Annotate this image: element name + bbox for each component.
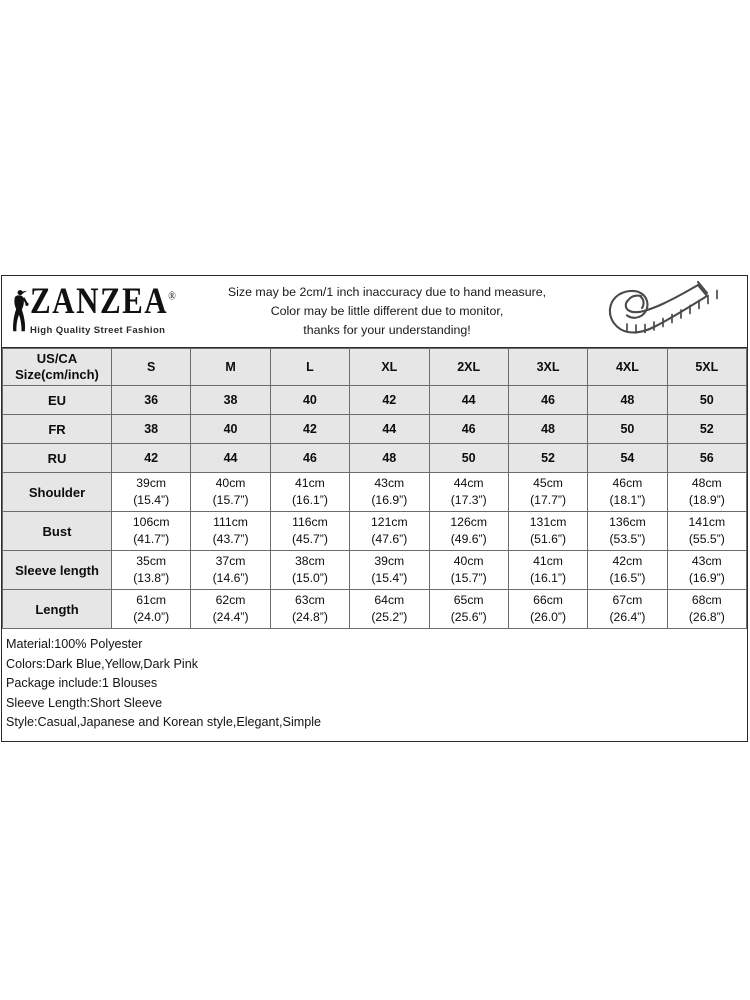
chart-header-banner	[2, 276, 747, 348]
brand-wordmark	[30, 279, 176, 336]
cell-bust-3xl	[508, 512, 587, 551]
value-cm: 41cm	[295, 476, 325, 491]
value-inch: (55.5”)	[688, 532, 725, 546]
value-inch: (17.7”)	[530, 493, 567, 507]
header-size-s: S	[112, 349, 191, 386]
cell-shoulder-xl	[350, 473, 429, 512]
header-size-4xl: 4XL	[588, 349, 667, 386]
cell-sleeve-xl	[350, 551, 429, 590]
value-inch: (24.0”)	[133, 610, 170, 624]
value-cm: 116cm	[292, 515, 328, 530]
cell-length-m	[191, 590, 270, 629]
value-cm: 35cm	[136, 554, 167, 569]
header-size-3xl: 3XL	[508, 349, 587, 386]
header-size-m: M	[191, 349, 270, 386]
brand-name-text: ZANZEA	[30, 279, 169, 321]
detail-colors: Colors:Dark Blue,Yellow,Dark Pink	[6, 656, 199, 671]
detail-sleeve-length: Sleeve Length:Short Sleeve	[6, 695, 163, 710]
value-cm: 126cm	[450, 515, 487, 530]
cell-bust-2xl	[429, 512, 508, 551]
cell-fr-s: 38	[112, 415, 191, 444]
size-chart-frame	[1, 275, 748, 742]
table-row	[3, 473, 747, 512]
cell-fr-2xl: 46	[429, 415, 508, 444]
value-inch: (24.8”)	[291, 610, 328, 624]
value-inch: (15.7”)	[212, 493, 249, 507]
cell-eu-3xl: 46	[508, 386, 587, 415]
cell-ru-5xl: 56	[667, 444, 746, 473]
cell-shoulder-3xl	[508, 473, 587, 512]
value-cm: 40cm	[453, 554, 484, 569]
value-inch: (15.4”)	[371, 571, 408, 585]
value-cm: 40cm	[215, 476, 246, 491]
notice-line-3: thanks for your understanding!	[303, 322, 471, 337]
value-cm: 141cm	[688, 515, 726, 530]
cell-ru-2xl: 50	[429, 444, 508, 473]
cell-ru-l: 46	[270, 444, 349, 473]
value-cm: 43cm	[374, 476, 405, 491]
value-inch: (47.6”)	[371, 532, 408, 546]
cell-eu-5xl: 50	[667, 386, 746, 415]
value-cm: 136cm	[609, 515, 646, 530]
header-size-2xl: 2XL	[429, 349, 508, 386]
product-details	[2, 629, 747, 741]
value-cm: 46cm	[612, 476, 643, 491]
table-row	[3, 590, 747, 629]
cell-sleeve-3xl	[508, 551, 587, 590]
cell-bust-l	[270, 512, 349, 551]
value-inch: (24.4”)	[212, 610, 249, 624]
cell-sleeve-2xl	[429, 551, 508, 590]
value-inch: (25.6”)	[450, 610, 487, 624]
cell-fr-4xl: 50	[588, 415, 667, 444]
cell-length-4xl	[588, 590, 667, 629]
row-label-fr: FR	[3, 415, 112, 444]
value-cm: 66cm	[533, 593, 563, 608]
value-inch: (18.1”)	[609, 493, 646, 507]
brand-logo	[2, 279, 187, 336]
value-cm: 43cm	[691, 554, 722, 569]
registered-trademark-icon: ®	[168, 289, 176, 303]
value-cm: 39cm	[136, 476, 167, 491]
value-inch: (14.6”)	[212, 571, 249, 585]
row-label-length: Length	[3, 590, 112, 629]
cell-bust-xl	[350, 512, 429, 551]
table-row	[3, 444, 747, 473]
value-inch: (26.0”)	[530, 610, 567, 624]
detail-package-include: Package include:1 Blouses	[6, 676, 158, 691]
row-label-eu: EU	[3, 386, 112, 415]
value-cm: 67cm	[612, 593, 643, 608]
size-table	[2, 348, 747, 629]
value-inch: (16.9”)	[688, 571, 725, 585]
cell-length-xl	[350, 590, 429, 629]
cell-shoulder-4xl	[588, 473, 667, 512]
cell-bust-m	[191, 512, 270, 551]
corner-label-line-2: Size(cm/inch)	[15, 367, 99, 382]
detail-material: Material:100% Polyester	[6, 637, 143, 651]
brand-name	[30, 279, 176, 321]
cell-eu-s: 36	[112, 386, 191, 415]
brand-tagline: High Quality Street Fashion	[30, 324, 166, 336]
value-inch: (15.0”)	[291, 571, 328, 585]
measuring-tape-icon	[587, 276, 747, 348]
cell-fr-xl: 44	[350, 415, 429, 444]
cell-bust-5xl	[667, 512, 746, 551]
value-inch: (51.6”)	[530, 532, 567, 546]
row-label-sleeve-length: Sleeve length	[3, 551, 112, 590]
cell-ru-m: 44	[191, 444, 270, 473]
table-row	[3, 512, 747, 551]
value-cm: 44cm	[453, 476, 484, 491]
value-inch: (49.6”)	[450, 532, 487, 546]
cell-shoulder-5xl	[667, 473, 746, 512]
cell-fr-l: 42	[270, 415, 349, 444]
value-inch: (43.7”)	[212, 532, 249, 546]
measurement-notice	[187, 283, 587, 340]
row-label-shoulder: Shoulder	[3, 473, 112, 512]
cell-sleeve-s	[112, 551, 191, 590]
cell-eu-4xl: 48	[588, 386, 667, 415]
value-cm: 37cm	[215, 554, 246, 569]
size-table-body	[3, 349, 747, 629]
cell-fr-m: 40	[191, 415, 270, 444]
notice-line-2: Color may be little different due to monitor,	[270, 304, 504, 319]
value-inch: (16.5”)	[609, 571, 646, 585]
value-cm: 68cm	[691, 593, 722, 608]
cell-sleeve-l	[270, 551, 349, 590]
table-header-row	[3, 349, 747, 386]
value-inch: (16.1”)	[530, 571, 567, 585]
cell-length-s	[112, 590, 191, 629]
corner-label-line-1: US/CA	[36, 350, 78, 366]
value-cm: 61cm	[136, 593, 167, 608]
table-row	[3, 551, 747, 590]
value-cm: 42cm	[612, 554, 643, 569]
cell-shoulder-2xl	[429, 473, 508, 512]
value-inch: (16.9”)	[371, 493, 408, 507]
cell-bust-s	[112, 512, 191, 551]
value-inch: (16.1”)	[291, 493, 328, 507]
header-size-xl: XL	[350, 349, 429, 386]
cell-sleeve-m	[191, 551, 270, 590]
value-inch: (41.7”)	[133, 532, 170, 546]
header-size-l: L	[270, 349, 349, 386]
cell-sleeve-5xl	[667, 551, 746, 590]
cell-length-5xl	[667, 590, 746, 629]
cell-eu-xl: 42	[350, 386, 429, 415]
value-cm: 48cm	[691, 476, 722, 491]
cell-bust-4xl	[588, 512, 667, 551]
header-corner-cell	[3, 349, 112, 386]
value-cm: 39cm	[374, 554, 405, 569]
row-label-ru: RU	[3, 444, 112, 473]
value-cm: 38cm	[295, 554, 325, 569]
value-cm: 62cm	[215, 593, 246, 608]
value-inch: (45.7”)	[291, 532, 328, 546]
value-cm: 65cm	[453, 593, 484, 608]
cell-sleeve-4xl	[588, 551, 667, 590]
header-size-5xl: 5XL	[667, 349, 746, 386]
value-cm: 41cm	[533, 554, 563, 569]
value-inch: (15.7”)	[450, 571, 487, 585]
notice-line-1: Size may be 2cm/1 inch inaccuracy due to hand measure,	[227, 285, 547, 300]
value-inch: (15.4”)	[133, 493, 170, 507]
cell-eu-m: 38	[191, 386, 270, 415]
cell-shoulder-m	[191, 473, 270, 512]
detail-style: Style:Casual,Japanese and Korean style,Elegant,Simple	[6, 715, 322, 730]
value-inch: (53.5”)	[609, 532, 646, 546]
cell-eu-l: 40	[270, 386, 349, 415]
value-inch: (26.4”)	[609, 610, 646, 624]
cell-shoulder-s	[112, 473, 191, 512]
value-cm: 64cm	[374, 593, 405, 608]
cell-shoulder-l	[270, 473, 349, 512]
value-cm: 45cm	[533, 476, 563, 491]
value-inch: (26.8”)	[688, 610, 725, 624]
table-row	[3, 415, 747, 444]
value-inch: (13.8”)	[133, 571, 170, 585]
woman-silhouette-icon	[8, 288, 32, 336]
cell-fr-5xl: 52	[667, 415, 746, 444]
value-cm: 106cm	[132, 515, 170, 530]
cell-fr-3xl: 48	[508, 415, 587, 444]
cell-eu-2xl: 44	[429, 386, 508, 415]
row-label-bust: Bust	[3, 512, 112, 551]
cell-ru-xl: 48	[350, 444, 429, 473]
value-cm: 131cm	[529, 515, 567, 530]
cell-ru-3xl: 52	[508, 444, 587, 473]
table-row	[3, 386, 747, 415]
cell-ru-s: 42	[112, 444, 191, 473]
value-cm: 111cm	[213, 515, 248, 530]
cell-length-3xl	[508, 590, 587, 629]
value-inch: (25.2”)	[371, 610, 408, 624]
value-inch: (17.3”)	[450, 493, 487, 507]
cell-length-l	[270, 590, 349, 629]
value-inch: (18.9”)	[688, 493, 725, 507]
value-cm: 63cm	[295, 593, 325, 608]
cell-length-2xl	[429, 590, 508, 629]
cell-ru-4xl: 54	[588, 444, 667, 473]
value-cm: 121cm	[371, 515, 408, 530]
